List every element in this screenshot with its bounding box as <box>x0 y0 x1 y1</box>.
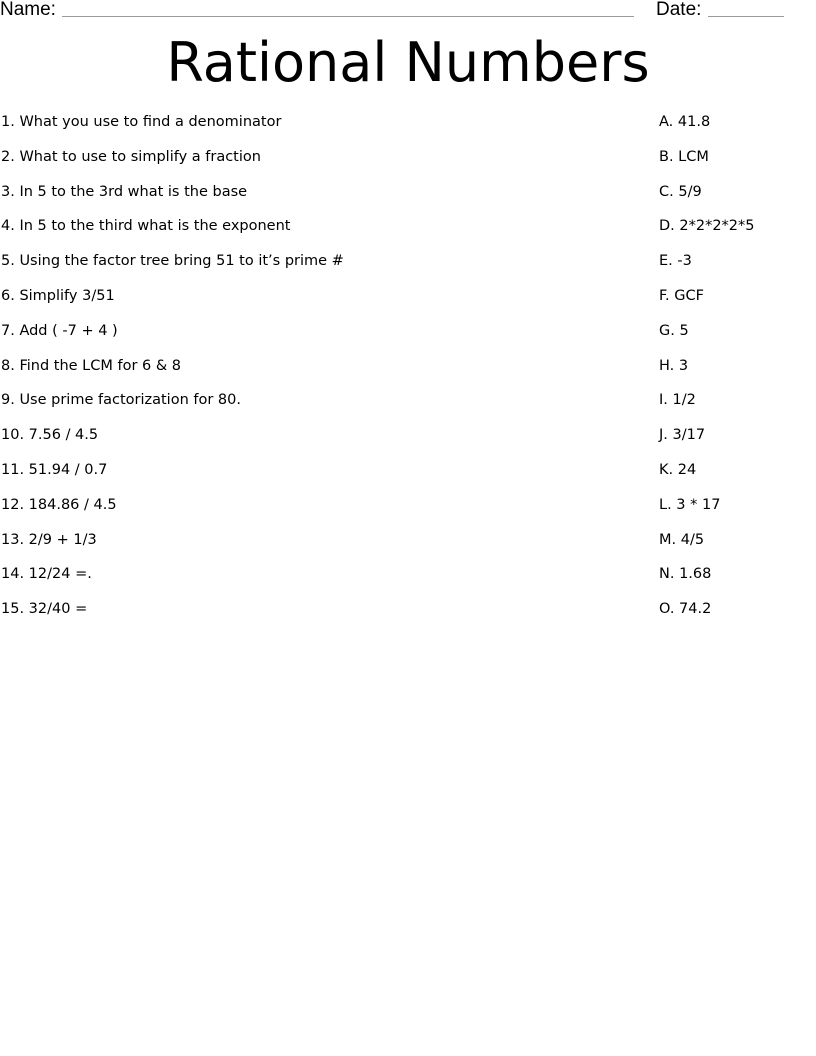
answer-item: A. 41.8 <box>659 114 711 130</box>
date-blank-line <box>708 16 784 17</box>
question-item: 10. 7.56 / 4.5 <box>1 427 99 444</box>
name-label: Name: <box>0 0 56 20</box>
date-label: Date: <box>656 0 702 20</box>
question-item: 1. What you use to find a denominator <box>1 114 282 130</box>
question-item: 5. Using the factor tree bring 51 to it’s prime # <box>1 253 344 270</box>
worksheet-header <box>0 0 816 24</box>
answer-item: K. 24 <box>659 461 697 478</box>
question-item: 7. Add ( -7 + 4 ) <box>1 322 118 339</box>
answer-item: M. 4/5 <box>659 531 705 548</box>
answer-item: G. 5 <box>659 322 689 339</box>
answer-item: B. LCM <box>659 148 709 165</box>
answer-item: C. 5/9 <box>659 183 702 200</box>
question-item: 8. Find the LCM for 6 & 8 <box>1 357 182 374</box>
answer-item: O. 74.2 <box>659 601 712 618</box>
question-item: 14. 12/24 =. <box>1 566 92 583</box>
question-item: 13. 2/9 + 1/3 <box>1 531 97 548</box>
answer-item: D. 2*2*2*2*5 <box>659 218 755 235</box>
question-item: 11. 51.94 / 0.7 <box>1 461 108 478</box>
question-item: 2. What to use to simplify a fraction <box>1 148 261 165</box>
question-item: 9. Use prime factorization for 80. <box>1 392 241 409</box>
answer-item: H. 3 <box>659 357 689 374</box>
answer-item: F. GCF <box>659 287 704 304</box>
answer-item: I. 1/2 <box>659 392 696 409</box>
page-title: Rational Numbers <box>166 31 650 94</box>
question-item: 12. 184.86 / 4.5 <box>1 496 117 513</box>
question-item: 15. 32/40 = <box>1 601 88 618</box>
question-list <box>1 111 621 633</box>
answer-item: L. 3 * 17 <box>659 496 721 513</box>
answer-item: N. 1.68 <box>659 566 712 583</box>
answer-item: J. 3/17 <box>659 427 706 444</box>
name-blank-line <box>62 16 634 17</box>
answer-item: E. -3 <box>659 253 692 270</box>
answer-list <box>659 111 809 633</box>
question-item: 3. In 5 to the 3rd what is the base <box>1 183 248 200</box>
question-item: 6. Simplify 3/51 <box>1 287 115 304</box>
question-item: 4. In 5 to the third what is the exponent <box>1 218 291 235</box>
